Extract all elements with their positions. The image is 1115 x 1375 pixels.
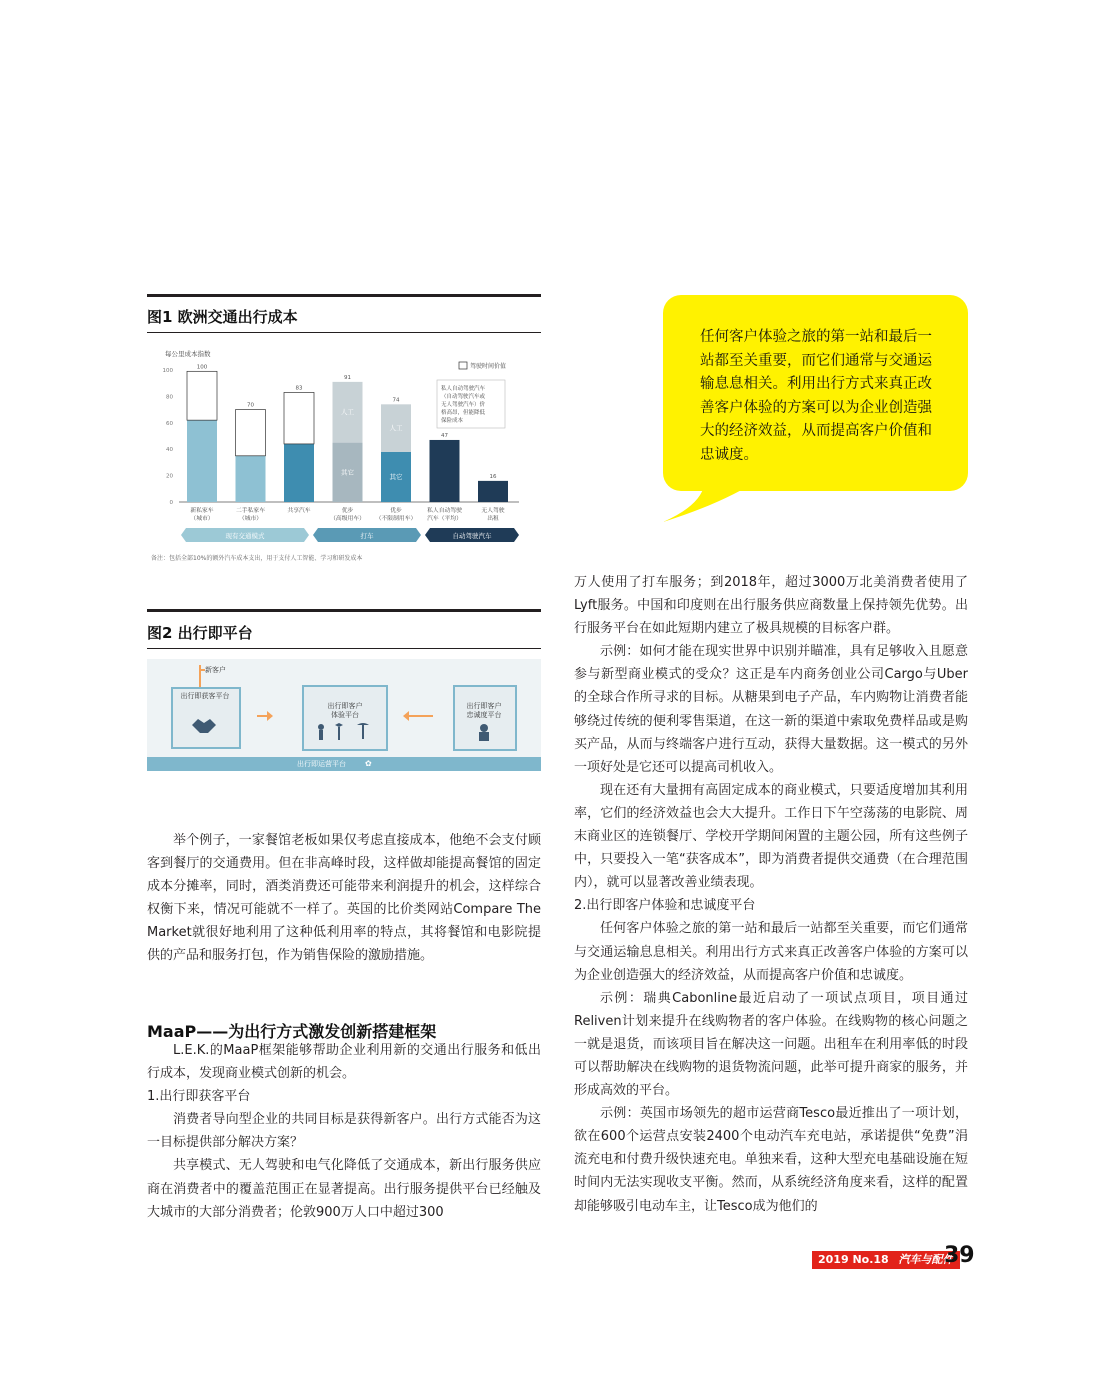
bar-top-label: 74 [392, 397, 400, 404]
right-p1: 万人使用了打车服务；到2018年，超过3000万北美消费者使用了Lyft服务。中国和印度则在出行服务供应商数量上保持领先优势。出行服务平台在如此短期内建立了极具规模的目标客户群。 [574, 575, 968, 637]
x-tick-label-line2: （高级用车） [330, 516, 365, 522]
y-tick-label: 20 [166, 473, 173, 480]
acquisition-platform-label: 出行即获客平台 [180, 692, 230, 700]
annotation-text: 无人驾驶汽车）价 [441, 402, 486, 408]
bar-top-label: 91 [344, 374, 351, 381]
group-label: 打车 [360, 532, 374, 540]
footer-magazine: 汽车与配件 [898, 1253, 954, 1266]
arrow-left-2 [409, 715, 433, 717]
figure2-title: 图2 出行即平台 [147, 624, 253, 642]
left-subheading-1: 1.出行即获客平台 [147, 1089, 251, 1105]
figure2-diagram [147, 659, 541, 771]
right-p5: 示例：瑞典Cabonline最近启动了一项试点项目，项目通过Reliven计划来提升在线购物者的客户体验。在线购物的核心问题之一就是退货，而该项目旨在解决这一问题。出租车在利用率低的时段可以帮助解决在线购物的退货物流问题，此举可提升商家的服务，并形成高效的平台。 [574, 990, 968, 1099]
annotation-text: （自动驾驶汽车或 [441, 394, 486, 400]
person-icon [475, 723, 493, 741]
operations-platform-label: 出行即运营平台 [297, 760, 346, 768]
figure1-top-rule [147, 294, 541, 297]
left-p2: L.E.K.的MaaP框架能够帮助企业利用新的交通出行服务和低出行成本，发现商业模式创新的机会。 [147, 1043, 541, 1082]
figure1-title: 图1 欧洲交通出行成本 [147, 308, 298, 326]
arrow-head-1 [267, 711, 273, 721]
x-tick-label-line1: 优步 [390, 508, 402, 514]
left-p4: 共享模式、无人驾驶和电气化降低了交通成本，新出行服务供应商在消费者中的覆盖范围正在显著提高。出行服务提供平台已经触及大城市的大部分消费者；伦敦900万人口中超过300 [147, 1158, 541, 1220]
x-tick-label-line1: 无人驾驶 [481, 508, 505, 514]
loyalty-platform-label-2: 忠诚度平台 [466, 711, 502, 719]
y-tick-label: 100 [162, 368, 173, 374]
right-p6: 示例：英国市场领先的超市运营商Tesco最近推出了一项计划，欲在600个运营点安装2400个电动汽车充电站，承诺提供“免费”涓流充电和付费升级快速充电。单独来看，这种大型充电基础设施在短时间内无法实现收支平衡。然而，从系统经济角度来看，这样的配置却能够吸引电动车主，让Tesco成为他们的 [574, 1106, 968, 1214]
bar-cost [478, 481, 508, 502]
right-p3: 现在还有大量拥有高固定成本的商业模式，只要适度增加其利用率，它们的经济效益也会大大提升。工作日下午空荡荡的电影院、周末商业区的连锁餐厅、学校开学期间闲置的主题公园，所有这些例子中，只要投入一笔“获客成本”，即为消费者提供交通费（在合理范围内），就可以显著改善业绩表现。 [574, 782, 968, 891]
section-heading-maap: MaaP——为出行方式激发创新搭建框架 [147, 1022, 437, 1041]
right-p2: 示例：如何才能在现实世界中识别并瞄准，具有足够收入且愿意参与新型商业模式的受众？这正是车内商务创业公司Cargo与Uber的全球合作所寻求的目标。从糖果到电子产品，车内购物让消费者能够绕过传统的便利零售渠道，在这一新的渠道中索取免费样品或是购买产品，从而与终端客户进行互动，获得大量数据。这一模式的另外一项好处是它还可以提高司机收入。 [574, 644, 968, 775]
bar-driving-time [284, 392, 314, 443]
loyalty-platform-label-1: 出行即客户 [466, 702, 502, 710]
bar-top-label: 70 [247, 402, 254, 409]
new-customer-label: 新客户 [205, 666, 226, 674]
y-axis-label: 每公里成本指数 [165, 350, 211, 358]
figure2-title-rule [147, 648, 541, 649]
y-tick-label: 40 [166, 447, 173, 454]
x-tick-label-line2: （不限制用车） [375, 516, 417, 522]
bar-top-label: 100 [196, 364, 208, 371]
group-label: 自动驾驶汽车 [452, 532, 492, 540]
figure2-top-rule [147, 609, 541, 612]
page-number: 39 [944, 1243, 975, 1268]
arrow-head-2 [403, 711, 409, 721]
segment-label-other: 其它 [389, 472, 403, 481]
left-paragraph-1 [147, 829, 541, 968]
new-customer-hline [199, 669, 205, 671]
y-tick-label: 0 [169, 500, 173, 506]
group-label: 现有交通模式 [225, 532, 265, 540]
chart-note: 备注：包括全部10%的额外汽车成本支出，用于支付人工智能、学习和研发成本 [151, 555, 363, 562]
bar-top-label: 16 [489, 473, 497, 480]
x-tick-label-line1: 二手私家车 [236, 508, 265, 514]
travel-icons [313, 721, 375, 743]
x-tick-label-line2: 出租 [487, 516, 499, 522]
footer-issue-badge [812, 1251, 960, 1269]
network-icon: ✿ [365, 759, 372, 768]
bar-cost [284, 444, 314, 502]
figure1-chart [147, 340, 541, 570]
bar-top-label: 47 [441, 432, 448, 439]
left-p1: 举个例子，一家餐馆老板如果仅考虑直接成本，他绝不会支付顾客到餐厅的交通费用。但在非高峰时段，这样做却能提高餐馆的固定成本分摊率，同时，酒类消费还可能带来利润提升的机会，这样综合权衡下来，情况可能就不一样了。英国的比价类网站Compare The Market就很好地利用了这种低利用率的特点，其将餐馆和电影院提供的产品和服务打包，作为销售保险的激励措施。 [147, 833, 541, 964]
annotation-text: 格高昂，但能降低 [441, 410, 486, 416]
legend-label: 驾驶时间价值 [470, 363, 507, 370]
x-tick-label-line1: 新私家车 [190, 508, 214, 514]
x-tick-label-line1: 优步 [341, 508, 354, 514]
segment-label-other: 其它 [341, 468, 354, 477]
callout-text: 任何客户体验之旅的第一站和最后一站都至关重要，而它们通常与交通运输息息相关。利用出行方式来真正改善客户体验的方案可以为企业创造强大的经济效益，从而提高客户价值和忠诚度。 [700, 329, 932, 463]
bar-driving-time [187, 371, 217, 420]
figure1-title-rule [147, 332, 541, 333]
left-paragraph-2 [147, 1039, 541, 1224]
bar-cost [187, 420, 217, 502]
segment-label-labor: 人工 [341, 408, 354, 417]
bar-driving-time [236, 410, 266, 456]
legend-swatch [459, 362, 467, 369]
x-tick-label-line2: 汽车（平均） [427, 516, 462, 522]
y-tick-label: 60 [166, 420, 173, 427]
x-tick-label-line1: 私人自动驾驶 [427, 508, 462, 514]
x-tick-label-line2: （城市） [190, 516, 214, 522]
left-p3: 消费者导向型企业的共同目标是获得新客户。出行方式能否为这一目标提供部分解决方案？ [147, 1112, 541, 1151]
segment-label-labor: 人工 [389, 424, 403, 433]
footer-issue: 2019 No.18 [818, 1253, 889, 1266]
bar-cost [430, 440, 460, 502]
experience-platform-label-1: 出行即客户 [327, 702, 363, 710]
annotation-text: 私人自动驾驶汽车 [441, 386, 486, 392]
y-tick-label: 80 [166, 394, 173, 401]
bar-cost [236, 456, 266, 502]
x-tick-label-line2: （城市） [238, 516, 263, 522]
right-p4: 任何客户体验之旅的第一站和最后一站都至关重要，而它们通常与交通运输息息相关。利用出行方式来真正改善客户体验的方案可以为企业创造强大的经济效益，从而提高客户价值和忠诚度。 [574, 921, 968, 983]
experience-platform-label-2: 体验平台 [331, 711, 359, 719]
right-column [574, 571, 968, 1218]
right-subheading-2: 2.出行即客户体验和忠诚度平台 [574, 898, 756, 914]
x-tick-label-line1: 共享汽车 [287, 508, 311, 514]
annotation-text: 保险成本 [441, 418, 464, 424]
callout-tail [663, 470, 783, 525]
handshake-icon [190, 713, 218, 735]
bar-top-label: 83 [295, 385, 303, 392]
